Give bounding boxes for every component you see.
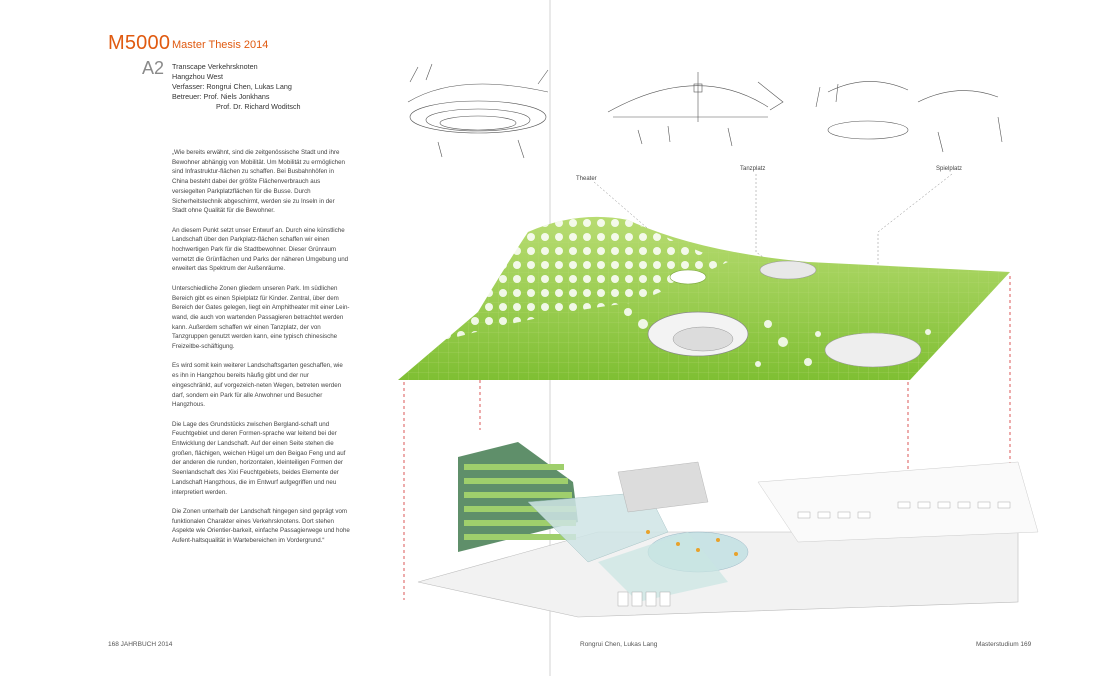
folio-left: 168 JAHRBUCH 2014 <box>108 641 173 648</box>
section-code: A2 <box>142 58 165 78</box>
authors: Verfasser: Rongrui Chen, Lukas Lang <box>172 82 292 91</box>
architecture-illustration <box>398 62 1048 622</box>
landscape-roof <box>398 217 1010 380</box>
paragraph: Die Lage des Grundstücks zwischen Bergland-schaft und Feuchtgebiet und deren Formen-sprache war leitend bei der Entwicklung der Landschaft. Auf der einen Seite stehen die großen, flächigen, weichen Hügel um den Beigao Feng und auf der anderen die runden, horizontalen, kleinteiligen Formen der Seenlandschaft des Xixi Feuchtgebiets, beides Elemente der Landschaft Hangzhous, die im Entwurf aufgegriffen und neu interpretiert werden. <box>172 420 346 496</box>
tanzplatz-disc <box>760 261 816 279</box>
sketch-tanzplatz <box>608 72 783 146</box>
paragraph: Unterschiedliche Zonen gliedern unseren Park. Im südlichen Bereich gibt es einen Spielplatz für Kinder. Zentral, über dem Bereich der Gates gelegen, liegt ein Amphitheater mit einer Lein-wand, die auch von wartenden Passagieren betrachtet werden kann. Außerdem schaffen wir einen Tanzplatz, der von Tanzgruppen genutzt werden kann, eine typisch chinesische Freizeitbe-schäftigung. <box>172 284 350 351</box>
paragraph: Die Zonen unterhalb der Landschaft hingegen sind geprägt vom funktionalen Charakter eines Verkehrsknotens. Dort stehen Aspekte wie Orientier-barkeit, einfache Passagierwege und hohe Aufent-haltsqualität in Wartebereichen im Vordergrund.“ <box>172 507 350 545</box>
sketch-spielplatz <box>816 81 1002 152</box>
advisor-second: Prof. Dr. Richard Woditsch <box>216 102 301 111</box>
project-title: Transcape Verkehrsknoten <box>172 62 258 71</box>
roof-opening <box>670 270 706 284</box>
sketch-theater <box>408 64 548 158</box>
folio-right: Masterstudium 169 <box>976 641 1032 648</box>
project-meta <box>172 62 301 112</box>
project-code: M5000 <box>108 32 171 54</box>
playground-disc <box>825 333 921 367</box>
bus-station-building <box>418 442 1038 617</box>
paragraph: Es wird somit kein weiterer Landschaftsgarten geschaffen, wie es ihn in Hangzhou bereits häufig gibt und der nur eingeschränkt, auf vorgezeich-neten Wegen, betreten werden darf, sondern ein Park für alle Anwohner und Besucher Hangzhous. <box>172 362 343 409</box>
label-tanzplatz: Tanzplatz <box>740 166 766 172</box>
label-theater: Theater <box>576 176 597 182</box>
paragraph: An diesem Punkt setzt unser Entwurf an. Durch eine künstliche Landschaft über den Parkplatz-flächen schaffen wir einen hochwertigen Park für die Stadtbewohner. Dieser Grünraum vernetzt die Grünflächen und Parks der näheren Umgebung und erweitert das Spektrum der Außenräume. <box>172 226 349 273</box>
project-location: Hangzhou West <box>172 72 224 81</box>
label-spielplatz: Spielplatz <box>936 166 963 172</box>
body-text <box>172 148 350 555</box>
advisor: Betreuer: Prof. Niels Jonkhans <box>172 92 270 101</box>
folio-center: Rongrui Chen, Lukas Lang <box>580 641 658 648</box>
thesis-label: Master Thesis 2014 <box>172 39 269 51</box>
paragraph: „Wie bereits erwähnt, sind die zeitgenössische Stadt und ihre Bewohner abhängig von Mobilität. Um Mobilität zu ermöglichen sind Infrastruktur-flächen zu schaffen. Bei Busbahnhöfen in China besteht dabei der größte Flächenverbrauch aus versiegelten Parkplatzflächen für die Busse. Durch Sicherheitstechnik abgeschirmt, werden sie zu Inseln in der Stadt ohne Qualität für die Bewohner. <box>172 149 345 215</box>
